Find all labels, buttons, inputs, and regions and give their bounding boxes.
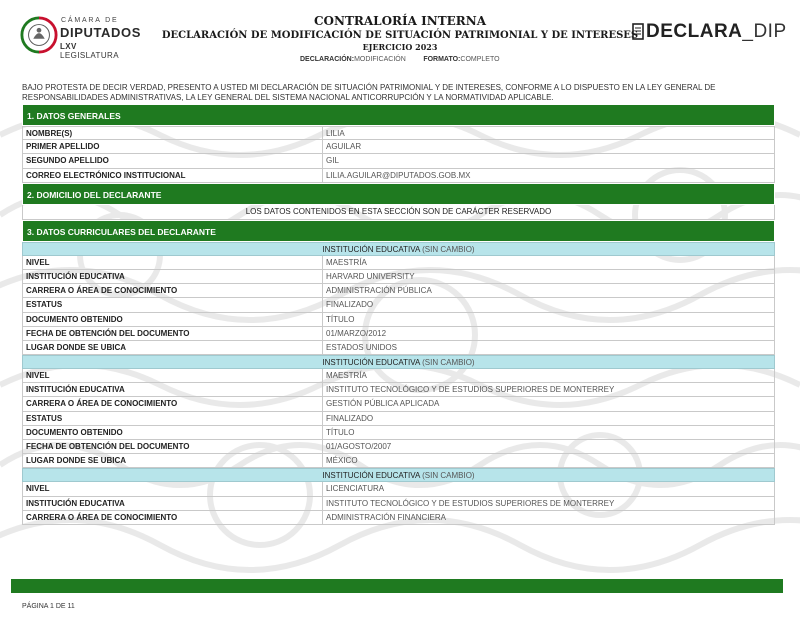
subheader-status: (SIN CAMBIO) [422, 244, 475, 254]
section-header-datos-generales: 1. DATOS GENERALES [22, 104, 775, 126]
field-label: FECHA DE OBTENCIÓN DEL DOCUMENTO [22, 327, 323, 341]
field-value: FINALIZADO [323, 412, 775, 426]
field-value: INSTITUTO TECNOLÓGICO Y DE ESTUDIOS SUPERIORES DE MONTERREY [323, 383, 775, 397]
table-row [22, 454, 775, 468]
table-row [22, 270, 775, 284]
field-label: CARRERA O ÁREA DE CONOCIMIENTO [22, 284, 323, 298]
field-value: INSTITUTO TECNOLÓGICO Y DE ESTUDIOS SUPERIORES DE MONTERREY [323, 497, 775, 511]
table-row [22, 140, 775, 154]
field-label: FECHA DE OBTENCIÓN DEL DOCUMENTO [22, 440, 323, 454]
document-heading [140, 14, 660, 53]
field-label: CARRERA O ÁREA DE CONOCIMIENTO [22, 397, 323, 411]
subheader-label: INSTITUCIÓN EDUCATIVA [322, 471, 420, 481]
lxv-label: LXV [60, 42, 77, 51]
table-row [22, 256, 775, 270]
formato-value: COMPLETO [460, 56, 500, 63]
field-label: NIVEL [22, 256, 323, 270]
mexican-eagle-emblem-icon [20, 16, 58, 54]
field-value: GESTIÓN PÚBLICA APLICADA [323, 397, 775, 411]
field-label: NIVEL [22, 369, 323, 383]
field-value: MÉXICO [323, 454, 775, 468]
ejercicio-label: EJERCICIO 2023 [362, 42, 438, 52]
field-label: ESTATUS [22, 298, 323, 312]
field-label: INSTITUCIÓN EDUCATIVA [22, 270, 323, 284]
brand-suffix: _DIP [742, 21, 787, 42]
table-row [22, 313, 775, 327]
field-label: DOCUMENTO OBTENIDO [22, 426, 323, 440]
field-value: LILIA.AGUILAR@DIPUTADOS.GOB.MX [323, 169, 775, 183]
field-value: LILIA [323, 126, 775, 140]
table-row [22, 369, 775, 383]
section-header-datos-curriculares: 3. DATOS CURRICULARES DEL DECLARANTE [22, 220, 775, 242]
field-value: LICENCIATURA [323, 482, 775, 496]
field-label: NOMBRE(S) [22, 126, 323, 140]
declaration-content [22, 104, 775, 525]
field-value: ESTADOS UNIDOS [323, 341, 775, 355]
table-row [22, 440, 775, 454]
declaracion-value: MODIFICACIÓN [354, 56, 406, 63]
field-label: DOCUMENTO OBTENIDO [22, 313, 323, 327]
field-label: INSTITUCIÓN EDUCATIVA [22, 383, 323, 397]
field-label: ESTATUS [22, 412, 323, 426]
subheader-label: INSTITUCIÓN EDUCATIVA [322, 358, 420, 368]
table-row [22, 511, 775, 525]
field-value: ADMINISTRACIÓN FINANCIERA [323, 511, 775, 525]
table-row [22, 397, 775, 411]
field-label: INSTITUCIÓN EDUCATIVA [22, 497, 323, 511]
field-value: GIL [323, 154, 775, 168]
field-value: HARVARD UNIVERSITY [323, 270, 775, 284]
brand-main: DECLARA [646, 21, 743, 42]
field-value: 01/MARZO/2012 [323, 327, 775, 341]
field-value: TÍTULO [323, 426, 775, 440]
document-icon [632, 23, 646, 41]
table-row [22, 154, 775, 168]
table-row [22, 412, 775, 426]
reserved-notice: LOS DATOS CONTENIDOS EN ESTA SECCIÓN SON DE CARÁCTER RESERVADO [22, 205, 775, 220]
declara-wordmark [646, 21, 787, 43]
field-value: AGUILAR [323, 140, 775, 154]
field-value: TÍTULO [323, 313, 775, 327]
field-label: SEGUNDO APELLIDO [22, 154, 323, 168]
field-value: FINALIZADO [323, 298, 775, 312]
field-label: NIVEL [22, 482, 323, 496]
document-title: CONTRALORÍA INTERNA [313, 14, 487, 28]
legislatura-label [60, 42, 135, 60]
table-row [22, 169, 775, 183]
field-label: CORREO ELECTRÓNICO INSTITUCIONAL [22, 169, 323, 183]
field-value: MAESTRÍA [323, 256, 775, 270]
field-label: LUGAR DONDE SE UBICA [22, 454, 323, 468]
declara-dip-logo [632, 19, 787, 47]
subheader-institucion [22, 468, 775, 482]
camara-label: CÁMARA DE [61, 17, 119, 24]
page-number: PÁGINA 1 DE 11 [22, 603, 75, 610]
section-header-domicilio: 2. DOMICILIO DEL DECLARANTE [22, 183, 775, 205]
legislatura-word: LEGISLATURA [60, 51, 119, 60]
table-row [22, 298, 775, 312]
protesta-statement: BAJO PROTESTA DE DECIR VERDAD, PRESENTO A USTED MI DECLARACIÓN DE SITUACIÓN PATRIMONIAL Y DE INTERESES, CONFORME A LO DISPUESTO EN LA LEY GENERAL DE RESPONSABILIDADES ADMINISTRATIVAS, LA LEY GENERAL DEL SISTEMA NACIONAL ANTICORRUPCIÓN Y LA NORMATIVIDAD APLICABLE. [22, 83, 716, 102]
subheader-status: (SIN CAMBIO) [422, 358, 475, 368]
table-row [22, 482, 775, 496]
declaration-meta [300, 56, 500, 63]
declaracion-label: DECLARACIÓN: [300, 56, 355, 63]
table-row [22, 126, 775, 140]
table-row [22, 341, 775, 355]
field-label: PRIMER APELLIDO [22, 140, 323, 154]
formato-label: FORMATO: [423, 56, 461, 63]
camara-diputados-logo [20, 16, 141, 60]
field-value: 01/AGOSTO/2007 [323, 440, 775, 454]
table-row [22, 284, 775, 298]
document-subtitle: DECLARACIÓN DE MODIFICACIÓN DE SITUACIÓN PATRIMONIAL Y DE INTERESES [161, 30, 639, 41]
subheader-institucion [22, 355, 775, 369]
field-value: ADMINISTRACIÓN PÚBLICA [323, 284, 775, 298]
table-row [22, 426, 775, 440]
table-row [22, 383, 775, 397]
table-row [22, 327, 775, 341]
field-value: MAESTRÍA [323, 369, 775, 383]
diputados-label: DIPUTADOS [60, 25, 141, 40]
subheader-institucion [22, 242, 775, 256]
footer-bar [11, 579, 783, 593]
field-label: CARRERA O ÁREA DE CONOCIMIENTO [22, 511, 323, 525]
subheader-status: (SIN CAMBIO) [422, 471, 475, 481]
subheader-label: INSTITUCIÓN EDUCATIVA [322, 244, 420, 254]
table-row [22, 497, 775, 511]
field-label: LUGAR DONDE SE UBICA [22, 341, 323, 355]
